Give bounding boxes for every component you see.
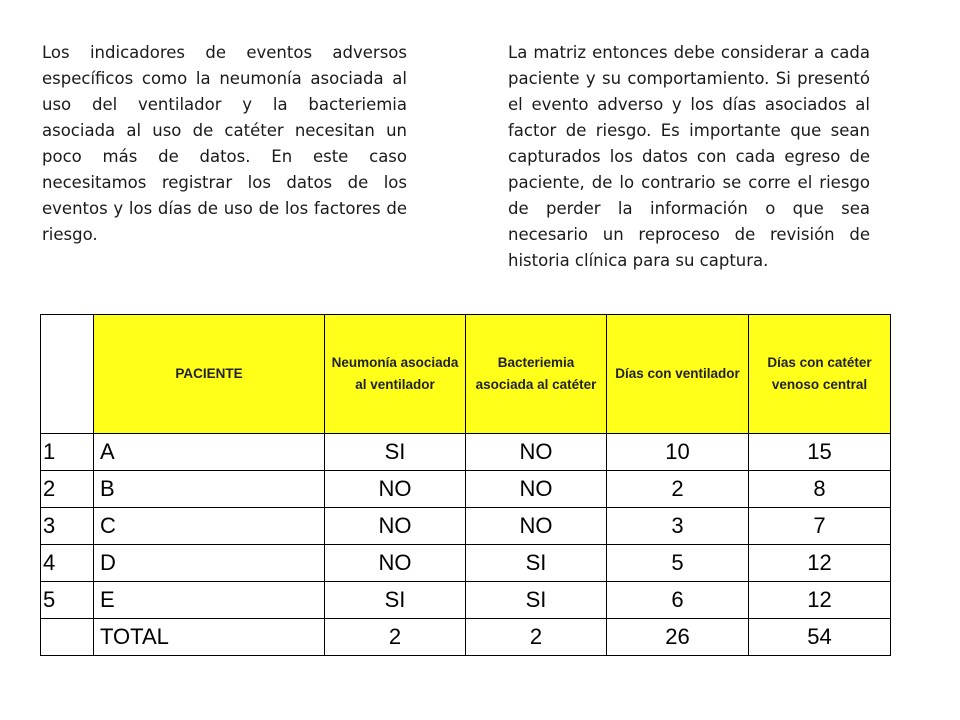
- patient-cell: D: [94, 545, 325, 582]
- dias-cateter-cell: 15: [749, 434, 891, 471]
- intro-paragraph-left: Los indicadores de eventos adversos específicos como la neumonía asociada al uso del ventilador y la bacteriemia asociada al uso de catéter necesitan un poco más de datos. En este caso necesitamos registrar los datos de los eventos y los días de uso de los factores de riesgo.: [42, 43, 407, 244]
- neumonia-cell: SI: [325, 434, 466, 471]
- bacteriemia-cell: SI: [466, 582, 607, 619]
- header-paciente: PACIENTE: [94, 315, 325, 434]
- neumonia-cell: SI: [325, 582, 466, 619]
- dias-cateter-cell: 7: [749, 508, 891, 545]
- dias-ventilador-cell: 10: [607, 434, 749, 471]
- bacteriemia-cell: NO: [466, 508, 607, 545]
- table-row: [41, 434, 891, 471]
- neumonia-cell: NO: [325, 545, 466, 582]
- bacteriemia-cell: SI: [466, 545, 607, 582]
- total-bacteriemia: 2: [466, 619, 607, 656]
- dias-ventilador-cell: 5: [607, 545, 749, 582]
- patient-cell: E: [94, 582, 325, 619]
- dias-ventilador-cell: 2: [607, 471, 749, 508]
- table-row: [41, 545, 891, 582]
- table-header-row: [41, 315, 891, 434]
- neumonia-cell: NO: [325, 471, 466, 508]
- dias-ventilador-cell: 6: [607, 582, 749, 619]
- header-dias-ventilador: Días con ventilador: [607, 315, 749, 434]
- header-dias-cateter: Días con catéter venoso central: [749, 315, 891, 434]
- bacteriemia-cell: NO: [466, 471, 607, 508]
- total-neumonia: 2: [325, 619, 466, 656]
- total-index-cell: [41, 619, 94, 656]
- header-bacteriemia: Bacteriemia asociada al catéter: [466, 315, 607, 434]
- dias-cateter-cell: 8: [749, 471, 891, 508]
- header-index: [41, 315, 94, 434]
- table-row: [41, 582, 891, 619]
- table-row: [41, 508, 891, 545]
- total-row: [41, 619, 891, 656]
- dias-cateter-cell: 12: [749, 582, 891, 619]
- patient-cell: C: [94, 508, 325, 545]
- row-number: 2: [41, 471, 94, 508]
- neumonia-cell: NO: [325, 508, 466, 545]
- total-label: TOTAL: [94, 619, 325, 656]
- row-number: 1: [41, 434, 94, 471]
- patient-cell: A: [94, 434, 325, 471]
- row-number: 4: [41, 545, 94, 582]
- row-number: 3: [41, 508, 94, 545]
- header-neumonia: Neumonía asociada al ventilador: [325, 315, 466, 434]
- adverse-events-matrix: [40, 314, 891, 656]
- total-dias-ventilador: 26: [607, 619, 749, 656]
- row-number: 5: [41, 582, 94, 619]
- total-dias-cateter: 54: [749, 619, 891, 656]
- patient-cell: B: [94, 471, 325, 508]
- bacteriemia-cell: NO: [466, 434, 607, 471]
- table-row: [41, 471, 891, 508]
- dias-ventilador-cell: 3: [607, 508, 749, 545]
- intro-paragraph-right: La matriz entonces debe considerar a cada paciente y su comportamiento. Si presentó el evento adverso y los días asociados al factor de riesgo. Es importante que sean capturados los datos con cada egreso de paciente, de lo contrario se corre el riesgo de perder la información o que sea necesario un reproceso de revisión de historia clínica para su captura.: [508, 43, 870, 270]
- dias-cateter-cell: 12: [749, 545, 891, 582]
